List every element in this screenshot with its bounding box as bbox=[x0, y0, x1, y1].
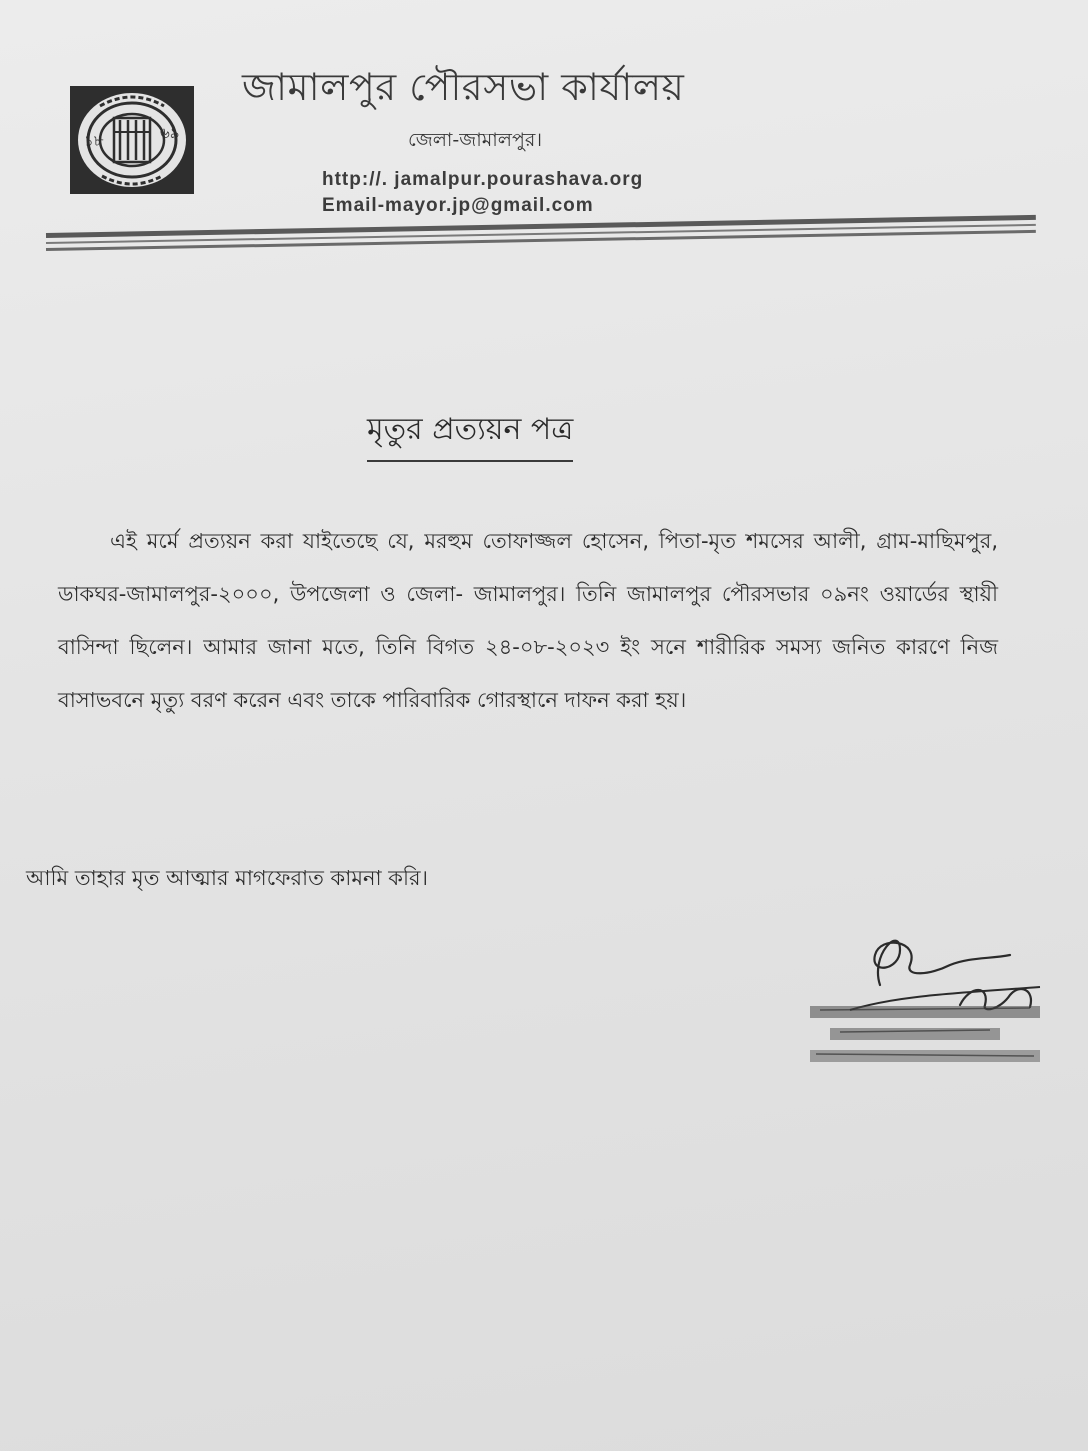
municipality-seal-icon bbox=[70, 86, 194, 194]
district-line: জেলা-জামালপুর। bbox=[408, 129, 543, 151]
certificate-body: এই মর্মে প্রত্যয়ন করা যাইতেছে যে, মরহুম তোফাজ্জল হোসেন, পিতা-মৃত শমসের আলী, গ্রাম-মাছিমপুর, ডাকঘর-জামালপুর-২০০০, উপজেলা ও জেলা- জামালপুর। তিনি জামালপুর পৌরসভার ০৯নং ওয়ার্ডের স্থায়ী বাসিন্দা ছিলেন। আমার জানা মতে, তিনি বিগত ২৪-০৮-২০২৩ ইং সনে শারীরিক সমস্য জনিত কারণে নিজ বাসাভবনে মৃত্যু বরণ করেন এবং তাকে পারিবারিক গোরস্থানে দাফন করা হয়। bbox=[58, 529, 998, 712]
logo-year-left: ১৮ bbox=[84, 132, 104, 150]
email-line: Email-mayor.jp@gmail.com bbox=[322, 195, 594, 216]
closing-prayer: আমি তাহার মৃত আত্মার মাগফেরাত কামনা করি। bbox=[26, 866, 429, 890]
office-name: জামালপুর পৌরসভা কার্যালয় bbox=[242, 65, 685, 109]
logo-year-right: ৬৯ bbox=[160, 124, 180, 142]
official-stamp-icon bbox=[790, 990, 1050, 1085]
document-title: মৃতুর প্রত্যয়ন পত্র bbox=[367, 405, 573, 462]
website-link: http://. jamalpur.pourashava.org bbox=[322, 169, 644, 190]
